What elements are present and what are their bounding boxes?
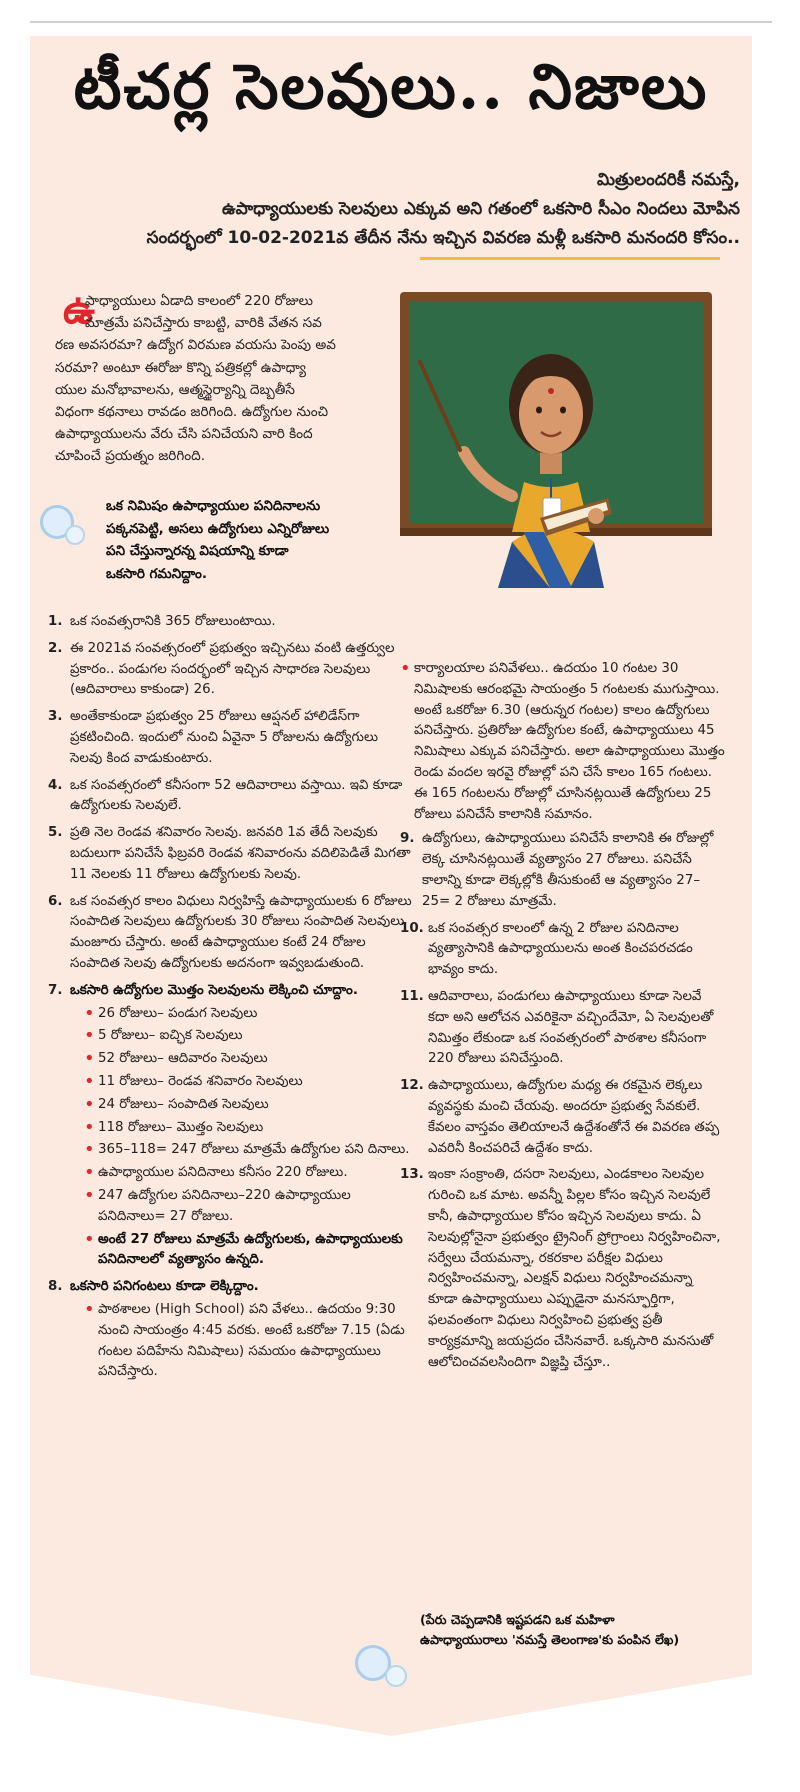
lede-line: చూపించే ప్రయత్నం జరిగింది. (55, 448, 206, 465)
bullet-item: • 5 రోజులు– ఐచ్ఛిక సెలవులు (84, 1025, 243, 1047)
lede-line: ఉపాధ్యాయులను వేరు చేసి పనిచేయని వారి కింద (55, 426, 313, 443)
numbered-list-left (48, 612, 413, 1389)
list-item: 6. ఒక సంవత్సర కాలం విధులు నిర్వహిస్తే ఉపాధ్యాయులకు 6 రోజులు సంపాదిత సెలవులు ఉద్యోగులకు 30 రోజులు సంపాదిత సెలవులు మంజూరు చేస్తారు. అంటే ఉపాధ్యాయుల కంటే 24 రోజుల సంపాదిత సెలవు ఉద్యోగులకు అదనంగా ఇవ్వబడుతుంది. (48, 893, 412, 971)
bullet-item: • 11 రోజులు– రెండవ శనివారం సెలవులు (84, 1070, 303, 1092)
list-item: 3. అంతేకాకుండా ప్రభుత్వం 25 రోజులు ఆప్షనల్ హాలిడేస్‌గా ప్రకటించింది. ఇందులో నుంచి ఏవైనా 5 రోజులను ఉద్యోగులు సెలవు కింద వాడుకుంటారు. (48, 709, 379, 766)
callout-line: పక్కనపెట్టి, అసలు ఉద్యోగులు ఎన్నిరోజులు (106, 520, 330, 537)
lede-line: యుల మనోభావాలను, ఆత్మస్థైర్యాన్ని దెబ్బతీసే (55, 381, 295, 398)
list-item: 11. ఆదివారాలు, పండుగలు ఉపాధ్యాయులు కూడా సెలవే కదా అని ఆలోచన ఎవరికైనా వచ్చిందేమో, ఏ సెలవులతో నిమిత్తం లేకుండా ఒక సంవత్సరంలో పాఠశాల కనీసంగా 220 రోజులు పనిచేస్తుంది. (400, 988, 714, 1067)
list-item: 7. ఒకసారి ఉద్యోగుల మొత్తం సెలవులను లెక్కించి చూద్దాం. • 26 రోజులు– పండుగ సెలవులు • 5 రోజులు– ఐచ్ఛిక సెలవులు • 52 రోజులు– ఆదివారం సెలవులు • 11 రోజులు– రెండవ శనివారం సెలవులు • 24 రోజులు– సంపాదిత సెలవులు • 118 రోజులు– మొత్తం సెలవులు • 365–118= 247 రోజులు మాత్రమే ఉద్యోగుల పని దినాలు. • ఉపాధ్యాయుల పనిదినాలు కనీసం 220 రోజులు. • 247 ఉద్యోగుల పనిదినాలు–220 ఉపాధ్యాయుల పనిదినాలు= 27 రోజులు. • అంటే 27 రోజులు మాత్రమే ఉద్యోగులకు, ఉపాధ్యాయులకు పనిదినాలలో వ్యత్యాసం ఉన్నది. (48, 981, 413, 1271)
callout-line: ఒక నిమిషం ఉపాధ్యాయుల పనిదినాలను (106, 498, 321, 514)
top-rule (30, 21, 772, 23)
numbered-list-right (400, 659, 725, 1379)
bullet-item: • పాఠశాలల (High School) పని వేళలు.. ఉదయం 9:30 నుంచి సాయంత్రం 4:45 వరకు. అంటే ఒకరోజు 7.15 (ఏడు గంటల పదిహేను నిమిషాలు) సమయం ఉపాధ్యాయులు పనిచేస్తారు. (84, 1298, 405, 1380)
letter-credit: (పేరు చెప్పడానికి ఇష్టపడని ఒక మహిళా ఉపాధ్యాయురాలు 'నమస్తే తెలంగాణ'కు పంపిన లేఖ) (420, 1612, 680, 1647)
bullet-item: • 52 రోజులు– ఆదివారం సెలవులు (84, 1048, 268, 1070)
bullet-item: • ఉపాధ్యాయుల పనిదినాలు కనీసం 220 రోజులు. (84, 1162, 348, 1184)
callout-line: పని చేస్తున్నారన్న విషయాన్ని కూడా (106, 543, 289, 559)
lede-paragraph (55, 287, 395, 468)
callout-text (106, 495, 406, 585)
decorative-bubble-icon (65, 525, 85, 545)
intro-line: సందర్భంలో 10-02-2021వ తేదీన నేను ఇచ్చిన వివరణ మళ్లీ ఒకసారి మనందరి కోసం.. (146, 228, 740, 248)
bullet-item: • 26 రోజులు– పండుగ సెలవులు (84, 1002, 258, 1024)
list-item: 10. ఒక సంవత్సర కాలంలో ఉన్న 2 రోజుల పనిదినాల వ్యత్యాసానికి ఉపాధ్యాయులను అంత కించపరచడం భావ్యం కాదు. (400, 920, 693, 978)
bullet-item: • కార్యాలయాల పనివేళలు.. ఉదయం 10 గంటల 30 నిమిషాలకు ఆరంభమై సాయంత్రం 5 గంటలకు ముగుస్తాయి. అంటే ఒకరోజు 6.30 (ఆరున్నర గంటల) కాలం ఉద్యోగులు పనిచేస్తారు. ప్రతిరోజు ఉద్యోగుల కంటే, ఉపాధ్యాయులు 45 నిమిషాలు ఎక్కువ పనిచేస్తారు. అలా ఉపాధ్యాయులు మొత్తం రెండు వందల ఇరవై రోజుల్లో పని చేసే కాలం 165 గంటలు. ఈ 165 గంటలను రోజుల్లో చూసినట్లయితే ఉద్యోగులు 25 రోజులు పనిచేసే కాలానికి సమానం. (400, 658, 725, 822)
yellow-underline (420, 257, 720, 260)
lede-line: విధంగా కథనాలు రావడం జరిగింది. ఉద్యోగుల నుంచి (55, 404, 329, 421)
decorative-bubble-icon (385, 1665, 407, 1687)
bullet-item: • అంటే 27 రోజులు మాత్రమే ఉద్యోగులకు, ఉపాధ్యాయులకు పనిదినాలలో వ్యత్యాసం ఉన్నది. (84, 1228, 403, 1268)
callout-line: ఒకసారి గమనిద్దాం. (106, 565, 208, 582)
teacher-illustration (400, 292, 712, 588)
list-item: 5. ప్రతి నెల రెండవ శనివారం సెలవు. జనవరి 1వ తేదీ సెలవుకు బదులుగా పనిచేసే ఫిబ్రవరి రెండవ శనివారంను వదిలిపెడితే మిగతా 11 నెలలకు 11 రోజులు ఉద్యోగులకు సెలవు. (48, 825, 411, 882)
list-item: 2. ఈ 2021వ సంవత్సరంలో ప్రభుత్వం ఇచ్చినటు వంటి ఉత్తర్వుల ప్రకారం.. పండుగల సందర్భంలో ఇచ్చిన సాధారణ సెలవులు (ఆదివారాలు కాకుండా) 26. (48, 640, 395, 698)
lede-line: రణ అవసరమా? ఉద్యోగ విరమణ వయసు పెంపు అవ (55, 337, 336, 354)
list-item: 13. ఇంకా సంక్రాంతి, దసరా సెలవులు, ఎండకాలం సెలవుల గురించి ఒక మాట. అవన్నీ పిల్లల కోసం ఇచ్చిన సెలవులే కానీ, ఉపాధ్యాయుల కోసం ఇచ్చిన సెలవులు కాదు. ఏ సెలవుల్లోనైనా ప్రభుత్వం ట్రైనింగ్ ప్రోగ్రాంలు నిర్వహించినా, సర్వేలు చేయమన్నా, రకరకాల పరీక్షల విధులు నిర్వహించమన్నా, ఎలక్షన్ విధులు నిర్వహించమన్నా కూడా ఉపాధ్యాయులు ఎప్పుడైనా మనస్ఫూర్తిగా, ఫలవంతంగా విధులు నిర్వహించి ప్రభుత్వ ప్రతీ కార్యక్రమాన్ని జయప్రదం చేసినవారే. ఒక్కసారి మనసుతో ఆలోచించవలసిందిగా విజ్ఞప్తి చేస్తూ.. (400, 1167, 721, 1370)
bullet-item: • 365–118= 247 రోజులు మాత్రమే ఉద్యోగుల పని దినాలు. (84, 1139, 410, 1161)
lede-line: సరమా? అంటూ ఈరోజు కొన్ని పత్రికల్లో ఉపాధ్యా (55, 359, 307, 376)
list-item: 9. ఉద్యోగులు, ఉపాధ్యాయులు పనిచేసే కాలానికి ఈ రోజుల్లో లెక్క చూసినట్లయితే వ్యత్యాసం 27 రోజులు. పనిచేసే కాలాన్ని కూడా లెక్కల్లోకి తీసుకుంటే ఆ వ్యత్యాసం 27–25= 2 రోజులు మాత్రమే. (400, 831, 714, 909)
list-item: 1. ఒక సంవత్సరానికి 365 రోజులుంటాయి. (48, 614, 276, 629)
greeting: మిత్రులందరికీ నమస్తే, (597, 170, 740, 190)
list-item: 12. ఉపాధ్యాయులు, ఉద్యోగుల మధ్య ఈ రకమైన లెక్కలు వ్యవస్థకు మంచి చేయవు. అందరూ ప్రభుత్వ సేవకులే. కేవలం వాస్తవం తెలియాలనే ఉద్దేశంతోనే ఈ వివరణ తప్ప ఎవరినీ కించపరిచే ఉద్దేశం కాదు. (400, 1078, 720, 1156)
list-item: 4. ఒక సంవత్సరంలో కనీసంగా 52 ఆదివారాలు వస్తాయి. ఇవి కూడా ఉద్యోగులకు సెలవులే. (48, 777, 403, 814)
page-title: టీచర్ల సెలవులు.. నిజాలు (73, 50, 709, 123)
bullet-item: • 118 రోజులు– మొత్తం సెలవులు (84, 1116, 264, 1138)
bullet-item: • 247 ఉద్యోగుల పనిదినాలు–220 ఉపాధ్యాయుల పనిదినాలు= 27 రోజులు. (84, 1184, 351, 1224)
intro-block (60, 166, 740, 253)
lede-line: పాధ్యాయులు ఏడాది కాలంలో 220 రోజులు (85, 293, 313, 309)
list-item: 8. ఒకసారి పనిగంటలు కూడా లెక్కిద్దాం. • పాఠశాలల (High School) పని వేళలు.. ఉదయం 9:30 నుంచి సాయంత్రం 4:45 వరకు. అంటే ఒకరోజు 7.15 (ఏడు గంటల పదిహేను నిమిషాలు) సమయం ఉపాధ్యాయులు పనిచేస్తారు. (48, 1277, 413, 1383)
teacher-at-blackboard-icon (400, 292, 712, 588)
intro-line: ఉపాధ్యాయులకు సెలవులు ఎక్కువ అని గతంలో ఒకసారి సీఎం నిందలు మోపిన (222, 199, 740, 219)
bullet-item: • 24 రోజులు– సంపాదిత సెలవులు (84, 1093, 269, 1115)
drop-cap: ఉ (63, 287, 95, 333)
lede-line: మాత్రమే పనిచేస్తారు కాబట్టి, వారికి వేతన సవ (85, 315, 322, 332)
